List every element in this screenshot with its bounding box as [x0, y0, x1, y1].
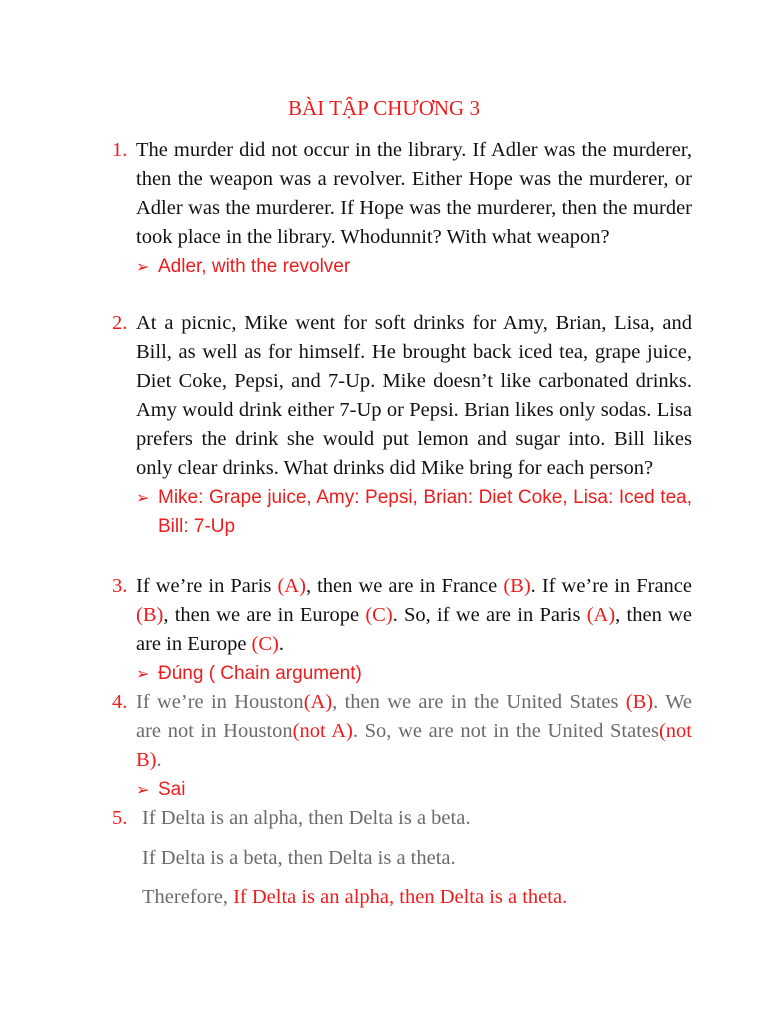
- conclusion: [142, 883, 567, 911]
- question-text: If we’re in Houston(A), then we are in the United States (B). We are not in Houston(not A). So, we are not in the United States(not B).: [136, 691, 693, 771]
- arrow-bullet-icon: ➢: [136, 488, 150, 507]
- answer-4: [136, 775, 692, 804]
- answer-3: [136, 659, 692, 688]
- conclusion-prefix: Therefore,: [142, 886, 234, 908]
- arrow-bullet-icon: ➢: [136, 664, 150, 683]
- conclusion-text: If Delta is an alpha, then Delta is a theta.: [233, 886, 568, 908]
- premise-2: If Delta is a beta, then Delta is a theta.: [142, 847, 456, 869]
- question-2: [112, 309, 692, 541]
- question-1: [112, 136, 692, 281]
- question-text: At a picnic, Mike went for soft drinks for Amy, Brian, Lisa, and Bill, as well as for himself. He brought back iced tea, grape juice, Diet Coke, Pepsi, and 7-Up. Mike doesn’t like carbonated drinks. Amy would drink either 7-Up or Pepsi. Brian likes only sodas. Lisa prefers the drink she would put lemon and sugar into. Bill likes only clear drinks. What drinks did Mike bring for each person?: [136, 312, 692, 479]
- question-number-5: 5.: [112, 807, 128, 829]
- question-text: If we’re in Paris (A), then we are in France (B). If we’re in France (B), then we are in Europe (C). So, if we are in Paris (A), then we are in Europe (C).: [136, 575, 692, 655]
- question-number: 2.: [112, 312, 128, 334]
- question-text: The murder did not occur in the library. If Adler was the murderer, then the weapon was a revolver. Either Hope was the murderer, or Adler was the murderer. If Hope was the murderer, then the murder took place in the library. Whodunnit? With what weapon?: [136, 139, 692, 248]
- answer-text: Mike: Grape juice, Amy: Pepsi, Brian: Diet Coke, Lisa: Iced tea, Bill: 7-Up: [158, 487, 692, 537]
- page-title: BÀI TẬP CHƯƠNG 3: [288, 96, 480, 120]
- answer-2: [136, 483, 692, 541]
- question-number: 1.: [112, 139, 128, 161]
- question-3: [112, 572, 692, 688]
- question-number: 4.: [112, 691, 128, 713]
- answer-1: [136, 252, 692, 281]
- answer-text: Sai: [158, 779, 186, 800]
- question-4: [112, 688, 692, 804]
- premise-1: If Delta is an alpha, then Delta is a beta.: [142, 807, 471, 829]
- question-number: 3.: [112, 575, 128, 597]
- arrow-bullet-icon: ➢: [136, 257, 150, 276]
- answer-text: Đúng ( Chain argument): [158, 663, 362, 684]
- answer-text: Adler, with the revolver: [158, 256, 351, 277]
- arrow-bullet-icon: ➢: [136, 780, 150, 799]
